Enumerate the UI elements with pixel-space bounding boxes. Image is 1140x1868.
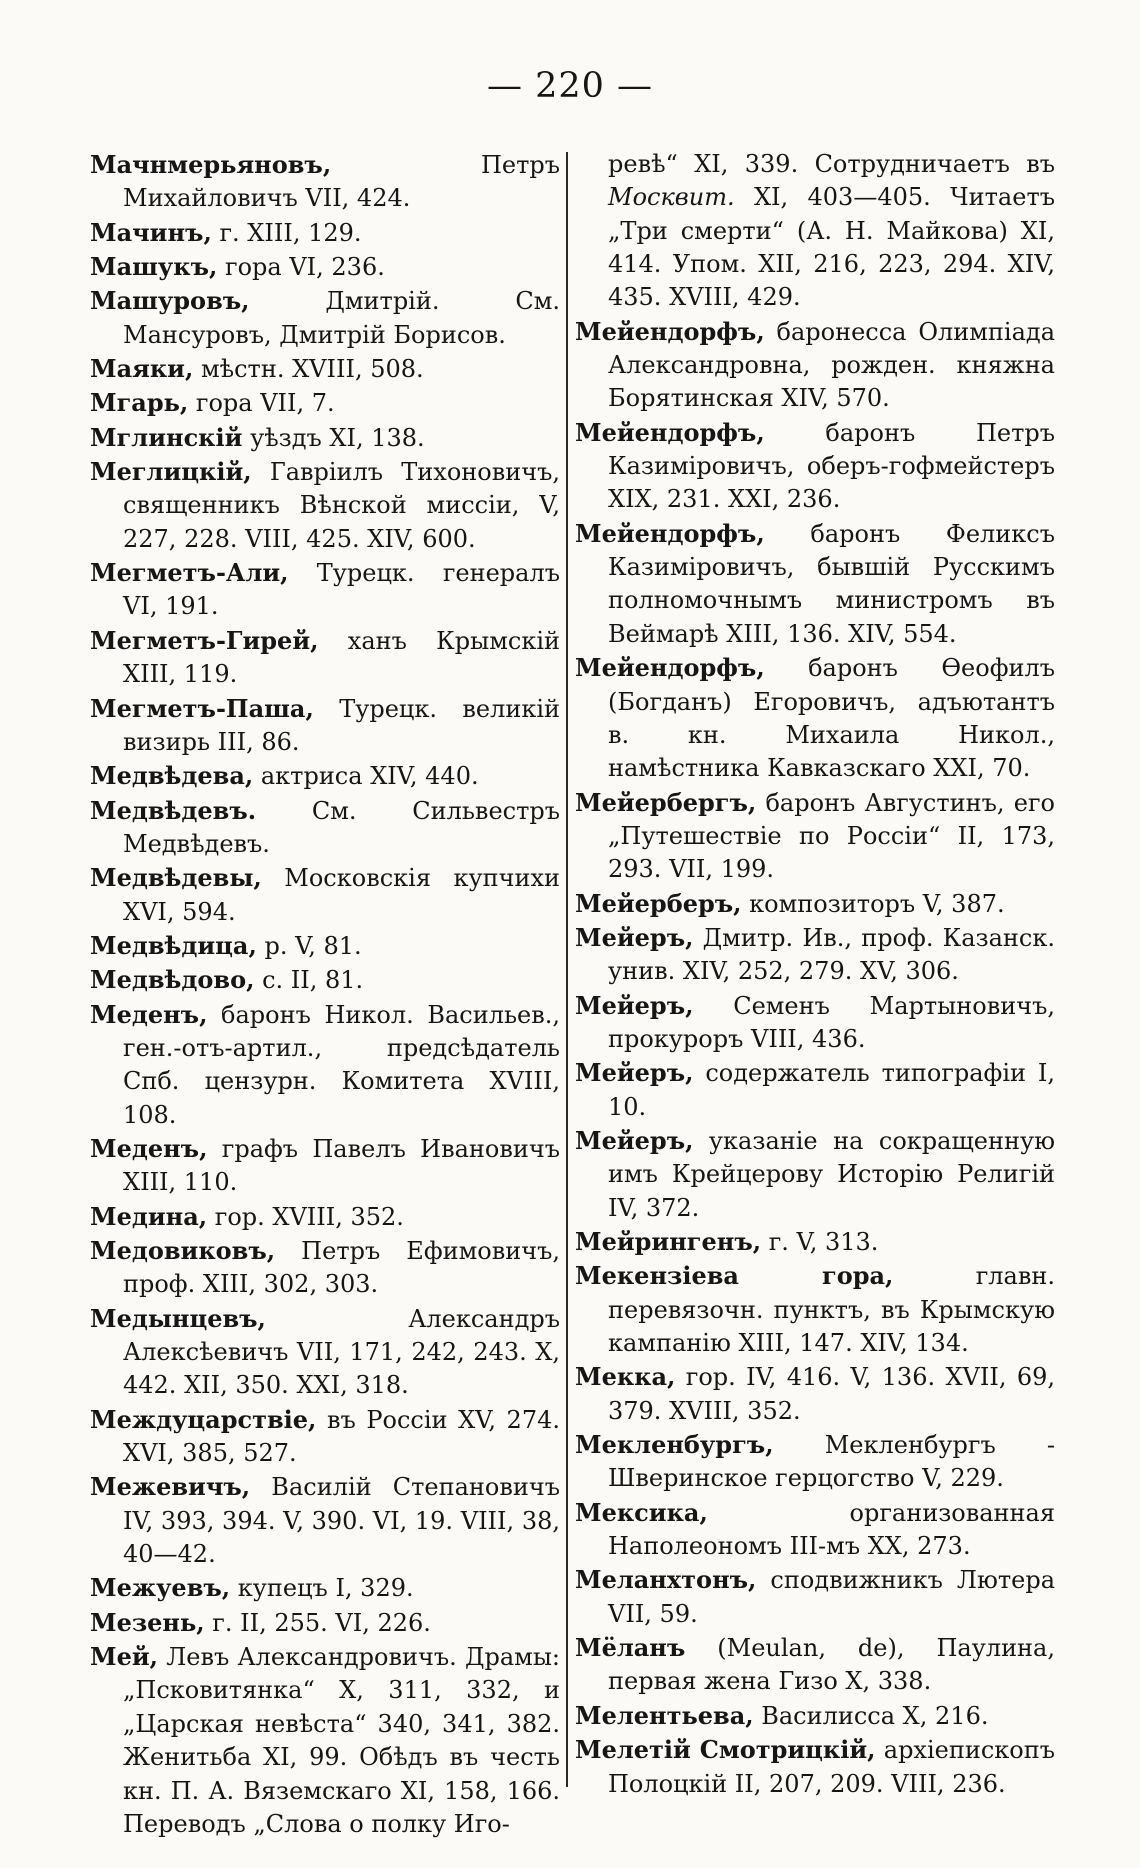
index-entry xyxy=(90,692,560,760)
index-entry xyxy=(575,315,1055,416)
index-entry xyxy=(90,759,560,793)
entry-headword: Меглицкій, xyxy=(90,457,252,487)
entry-headword: Мачнмерьяновъ, xyxy=(90,150,332,179)
entry-text: Турецк. великій визирь III, 86. xyxy=(123,694,560,756)
entry-headword: Медынцевъ, xyxy=(90,1303,266,1333)
index-entry xyxy=(575,416,1055,517)
entry-text: Петръ Ефимовичъ, проф. XIII, 302, 303. xyxy=(123,1237,560,1299)
entry-text: баронъ Петръ Казиміровичъ, оберъ-гофмейстеръ XIX, 231. XXI, 236. xyxy=(608,418,1055,514)
entry-text: въ Россіи XV, 274. XVI, 385, 527. xyxy=(123,1405,560,1468)
entry-text: купецъ I, 329. xyxy=(230,1574,414,1603)
left-column xyxy=(90,148,560,1841)
entry-headword: Медовиковъ, xyxy=(90,1236,276,1265)
index-entry xyxy=(90,352,560,386)
entry-headword: Мачинъ, xyxy=(90,217,212,247)
entry-headword: Мекензіева гора, xyxy=(575,1261,894,1291)
entry-text: баронъ Августинъ, его „Путешествіе по Россіи“ II, 173, 293. VII, 199. xyxy=(608,788,1055,884)
index-entry xyxy=(90,963,560,997)
entry-text: композиторъ V, 387. xyxy=(741,889,1005,918)
entry-headword: Мекленбургъ, xyxy=(575,1430,774,1460)
entry-headword: Машуровъ, xyxy=(90,286,250,316)
index-entry xyxy=(575,1124,1055,1225)
index-entry xyxy=(90,455,560,556)
index-entry xyxy=(575,1360,1055,1428)
entry-headword: Мейендорфъ, xyxy=(575,316,765,346)
entry-text: содержатель типографіи I, 10. xyxy=(608,1059,1055,1121)
index-entry xyxy=(90,250,560,284)
index-entry xyxy=(90,624,560,692)
entry-headword: Мегметъ-Гирей, xyxy=(90,625,319,655)
continued-text-1: ревѣ“ XI, 339. Сотрудничаетъ въ xyxy=(608,150,1055,178)
entry-text: архіепископъ Полоцкій II, 207, 209. VIII, 236. xyxy=(608,1736,1055,1798)
index-entry xyxy=(90,998,560,1132)
entry-text: Дмитр. Ив., проф. Казанск. унив. XIV, 252, 279. XV, 306. xyxy=(608,923,1055,986)
index-entry xyxy=(575,786,1055,887)
entry-text: сподвижникъ Лютера VII, 59. xyxy=(608,1566,1055,1628)
entry-headword: Мейербергъ, xyxy=(575,787,757,817)
index-entry xyxy=(90,1234,560,1302)
page-number: — 220 — xyxy=(486,66,654,106)
entry-text: гор. XVIII, 352. xyxy=(207,1202,404,1231)
entry-headword: Медвѣдевъ. xyxy=(90,795,257,825)
entry-headword: Мегметъ-Али, xyxy=(90,558,289,588)
entry-text: г. II, 255. VI, 226. xyxy=(204,1608,431,1637)
entry-headword: Мелентьева, xyxy=(575,1700,754,1730)
index-entry xyxy=(575,1699,1055,1733)
index-entry xyxy=(90,1302,560,1403)
index-entry xyxy=(575,887,1055,921)
index-entry xyxy=(575,651,1055,785)
entry-headword: Меланхтонъ, xyxy=(575,1565,757,1595)
entry-text: гора VII, 7. xyxy=(188,389,335,418)
index-entry xyxy=(575,921,1055,989)
entry-text: гора VI, 236. xyxy=(217,253,385,282)
entry-headword: Мекка, xyxy=(575,1362,676,1392)
index-entry xyxy=(90,148,560,216)
entry-headword: Медвѣдевы, xyxy=(90,863,262,893)
entry-text: баронесса Олимпіада Александровна, рожден. княжна Борятинская XIV, 570. xyxy=(608,317,1055,413)
entry-headword: Мегметъ-Паша, xyxy=(90,693,314,723)
entry-text: Гавріилъ Тихоновичъ, священникъ Вѣнской миссіи, V, 227, 228. VIII, 425. XIV, 600. xyxy=(123,458,560,553)
entry-headword: Мейерберъ, xyxy=(575,888,742,918)
entry-text: с. II, 81. xyxy=(254,966,364,995)
index-entry xyxy=(575,1259,1055,1360)
entry-headword: Мейеръ, xyxy=(575,922,694,952)
entry-text: Василій Степановичъ IV, 393, 394. V, 390. VI, 19. VIII, 38, 40—42. xyxy=(123,1473,560,1569)
entry-headword: Мейендорфъ, xyxy=(575,417,765,447)
entry-headword: Мезень, xyxy=(90,1607,205,1637)
entry-headword: Медина, xyxy=(90,1201,208,1231)
index-entry xyxy=(575,1225,1055,1259)
index-entry xyxy=(90,1403,560,1471)
index-entry xyxy=(90,421,560,455)
entry-text: баронъ Феликсъ Казиміровичъ, бывшій Русскимъ полномочнымъ министромъ въ Веймарѣ XIII, 136. XIV, 554. xyxy=(608,519,1055,648)
entry-headword: Машукъ, xyxy=(90,252,218,282)
entry-text: (Meulan, de), Паулина, первая жена Гизо X, 338. xyxy=(608,1634,1055,1696)
entry-text: Дмитрій. См. Мансуровъ, Дмитрій Борисов. xyxy=(123,287,560,349)
entry-text: Семенъ Мартыновичъ, прокуроръ VIII, 436. xyxy=(608,991,1055,1053)
entry-text: графъ Павелъ Ивановичъ XIII, 110. xyxy=(123,1134,560,1197)
index-entry xyxy=(575,517,1055,651)
index-entry xyxy=(575,1563,1055,1631)
entry-headword: Мелетій Смотрицкій, xyxy=(575,1735,876,1765)
entry-headword: Междуцарствіе, xyxy=(90,1404,317,1434)
entry-text: организованная Наполеономъ III-мъ XX, 273. xyxy=(608,1498,1055,1561)
entry-text: г. V, 313. xyxy=(761,1228,879,1256)
entry-headword: Мглинскій xyxy=(90,422,243,452)
continued-italic-title: Москвит. xyxy=(608,183,735,212)
entry-text: р. V, 81. xyxy=(256,931,362,960)
entry-text: мѣстн. XVIII, 508. xyxy=(193,355,424,384)
entry-headword: Меденъ, xyxy=(90,1133,208,1163)
entry-headword: Мейеръ, xyxy=(575,1125,694,1155)
entry-headword: Мейеръ, xyxy=(575,1058,694,1088)
entry-headword: Медвѣдово, xyxy=(90,965,255,995)
continued-entry xyxy=(575,148,1055,315)
index-entry xyxy=(90,1132,560,1200)
entry-text: Петръ Михайловичъ VII, 424. xyxy=(123,151,560,213)
index-entry xyxy=(90,386,560,420)
entry-text: актриса XIV, 440. xyxy=(253,762,479,791)
index-entry xyxy=(90,284,560,352)
index-entry xyxy=(90,1571,560,1605)
index-entry xyxy=(575,1631,1055,1699)
continued-text-2: XI, 403—405. Читаетъ „Три смерти“ (А. Н. Майкова) XI, 414. Упом. XII, 216, 223, 294. XIV, 435. XVIII, 429. xyxy=(608,183,1055,312)
entry-headword: Мгарь, xyxy=(90,388,189,418)
entry-text: г. XIII, 129. xyxy=(211,218,362,247)
entry-headword: Мёланъ xyxy=(575,1633,686,1663)
index-entry xyxy=(90,556,560,624)
index-entry xyxy=(575,1496,1055,1564)
index-entry xyxy=(575,1733,1055,1801)
entry-headword: Меденъ, xyxy=(90,999,208,1029)
index-entry xyxy=(90,794,560,862)
entry-headword: Мей, xyxy=(90,1642,158,1672)
entry-text: уѣздъ XI, 138. xyxy=(242,423,425,452)
index-entry xyxy=(90,1606,560,1640)
entry-headword: Мейендорфъ, xyxy=(575,653,765,683)
entry-text: См. Сильвестръ Медвѣдевъ. xyxy=(123,796,560,858)
column-divider xyxy=(566,152,568,1787)
index-entry xyxy=(90,929,560,963)
index-entry xyxy=(575,1056,1055,1124)
entry-headword: Медвѣдица, xyxy=(90,930,257,960)
entry-text: Александръ Алексѣевичъ VII, 171, 242, 243. X, 442. XII, 350. XXI, 318. xyxy=(123,1304,560,1400)
entry-text: указаніе на сокращенную имъ Крейцерову Исторію Религій IV, 372. xyxy=(608,1126,1055,1222)
entry-headword: Мейеръ, xyxy=(575,990,694,1020)
index-entry xyxy=(575,1428,1055,1496)
entry-text: Московскія купчихи XVI, 594. xyxy=(123,864,560,926)
entry-headword: Межевичъ, xyxy=(90,1472,251,1502)
index-entry xyxy=(90,1640,560,1841)
entry-headword: Маяки, xyxy=(90,354,194,384)
entry-headword: Мексика, xyxy=(575,1497,708,1527)
entry-text: Турецк. генералъ VI, 191. xyxy=(123,559,560,621)
entry-text: Мекленбургъ - Шверинское герцогство V, 229. xyxy=(608,1431,1055,1493)
index-entry xyxy=(575,989,1055,1057)
entry-text: баронъ Ѳеофилъ (Богданъ) Егоровичъ, адъютантъ в. кн. Михаила Никол., намѣстника Кавказскаго XXI, 70. xyxy=(608,654,1055,783)
entry-headword: Мейендорфъ, xyxy=(575,518,765,548)
index-entry xyxy=(90,861,560,929)
index-entry xyxy=(90,216,560,250)
entry-text: баронъ Никол. Васильев., ген.-отъ-артил., предсѣдатель Спб. цензурн. Комитета XVIII, 108. xyxy=(123,1000,560,1129)
entry-text: ханъ Крымскій XIII, 119. xyxy=(123,626,560,689)
entry-text: Василисса X, 216. xyxy=(753,1701,989,1730)
index-entry xyxy=(90,1470,560,1571)
entry-text: гор. IV, 416. V, 136. XVII, 69, 379. XVIII, 352. xyxy=(608,1363,1055,1425)
index-entry xyxy=(90,1200,560,1234)
right-entries xyxy=(575,315,1055,1801)
entry-text: Левъ Александровичъ. Драмы: „Псковитянка“ X, 311, 332, и „Царская невѣста“ 340, 341, 382. Женитьба XI, 99. Обѣдъ въ честь кн. П. А. Вяземскаго XI, 158, 166. Переводъ „Слова о полку Иго- xyxy=(123,1643,560,1838)
entry-headword: Межуевъ, xyxy=(90,1573,231,1603)
right-column xyxy=(575,148,1055,1801)
entry-headword: Мейрингенъ, xyxy=(575,1227,762,1256)
entry-text: главн. перевязочн. пунктъ, въ Крымскую кампанію XIII, 147. XIV, 134. xyxy=(608,1262,1055,1358)
entry-headword: Медвѣдева, xyxy=(90,761,254,791)
